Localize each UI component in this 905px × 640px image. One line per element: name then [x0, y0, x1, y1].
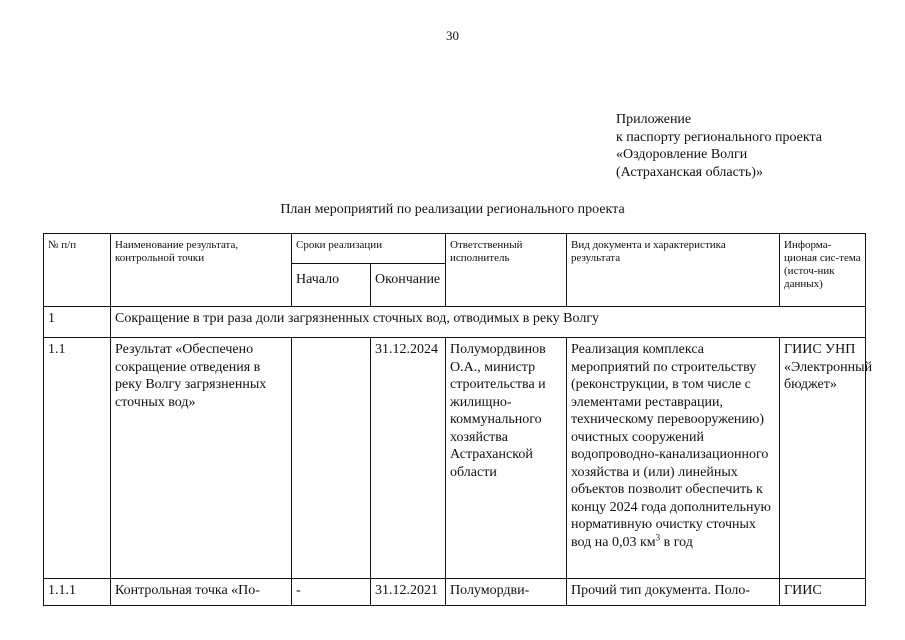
cell-section-title: Сокращение в три раза доли загрязненных сточных вод, отводимых в реку Волгу	[111, 307, 866, 338]
document-text: Реализация комплекса мероприятий по строительству (реконструкции, в том числе с элементами реставрации, техническому перевооружению) очистных сооружений водопроводно-канализационного хозяйства и (или) линейных объектов позволит обеспечить к концу 2024 года дополнительную нормативную очистку сточных вод на 0,03 км	[571, 342, 771, 550]
header-name: Наименование результата, контрольной точки	[111, 234, 292, 307]
table-row	[44, 338, 866, 579]
header-document: Вид документа и характеристика результата	[567, 234, 780, 307]
cell-name: Результат «Обеспечено сокращение отведения в реку Волгу загрязненных сточных вод»	[111, 338, 292, 579]
appendix-line: (Астраханская область)»	[616, 164, 763, 180]
cell-end: 31.12.2021	[371, 579, 446, 606]
cell-start: -	[292, 579, 371, 606]
table-row	[44, 307, 866, 338]
cell-num: 1.1	[44, 338, 111, 579]
cell-responsible: Полумордви-	[446, 579, 567, 606]
header-info-system: Информа-ционая сис-тема (источ-ник данных)	[780, 234, 866, 307]
appendix-block	[616, 111, 822, 181]
cell-info-system: ГИИС	[780, 579, 866, 606]
cell-num: 1.1.1	[44, 579, 111, 606]
cell-document: Прочий тип документа. Поло-	[567, 579, 780, 606]
header-end: Окончание	[371, 264, 446, 307]
plan-title: План мероприятий по реализации регионального проекта	[280, 202, 625, 217]
cell-start	[292, 338, 371, 579]
table-header-row	[44, 234, 866, 264]
cell-end: 31.12.2024	[371, 338, 446, 579]
header-responsible: Ответственный исполнитель	[446, 234, 567, 307]
header-start: Начало	[292, 264, 371, 307]
appendix-line: «Оздоровление Волги	[616, 147, 748, 162]
appendix-line: к паспорту регионального проекта	[616, 129, 822, 145]
page-number: 30	[446, 28, 459, 43]
table-row	[44, 579, 866, 606]
plan-table	[43, 233, 873, 606]
header-num: № п/п	[44, 234, 111, 307]
document-tail: в год	[660, 534, 693, 550]
cell-responsible: Полумордвинов О.А., министр строительства и жилищно-коммунального хозяйства Астраханской области	[446, 338, 567, 579]
cell-document	[567, 338, 780, 579]
cell-num: 1	[44, 307, 111, 338]
header-terms: Сроки реализации	[292, 234, 446, 264]
document-superscript: 3	[655, 531, 661, 542]
cell-name: Контрольная точка «По-	[111, 579, 292, 606]
appendix-line: Приложение	[616, 112, 692, 127]
cell-info-system: ГИИС УНП «Электронный бюджет»	[780, 338, 866, 579]
